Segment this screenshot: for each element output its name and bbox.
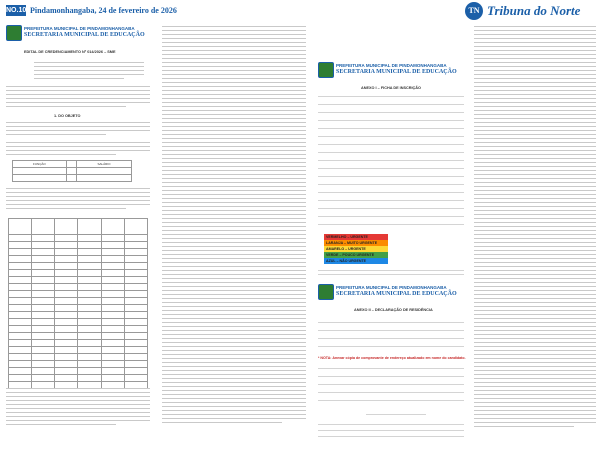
newspaper-name: Tribuna do Norte	[487, 3, 581, 18]
newspaper-logo	[465, 2, 600, 22]
column-2	[160, 22, 308, 448]
newspaper-banner	[0, 0, 600, 20]
schedule-table	[8, 218, 148, 389]
salary-table	[12, 160, 132, 182]
prefeitura-crest-icon-3	[318, 284, 334, 300]
dateline: Pindamonhangaba, 24 de fevereiro de 2026	[30, 6, 177, 15]
prefeitura-heading-2: PREFEITURA MUNICIPAL DE PINDAMONHANGABA	[336, 63, 447, 68]
secretaria-heading-3: SECRETARIA MUNICIPAL DE EDUCAÇÃO	[336, 291, 457, 297]
secretaria-heading: SECRETARIA MUNICIPAL DE EDUCAÇÃO	[24, 32, 145, 38]
column-3	[316, 22, 466, 448]
legend-orange: LARANJA – MUITO URGENTE	[324, 240, 388, 246]
annex-1-title: ANEXO I – FICHA DE INSCRIÇÃO	[361, 86, 421, 90]
table-col-salary: SALÁRIO	[77, 161, 132, 168]
prefeitura-crest-icon-2	[318, 62, 334, 78]
edition-badge: NO.10	[6, 7, 27, 14]
section-objeto-heading: 1. DO OBJETO	[54, 114, 81, 118]
edital-title: EDITAL DE CREDENCIAMENTO Nº 014/2026 – SME	[24, 50, 116, 54]
prefeitura-heading: PREFEITURA MUNICIPAL DE PINDAMONHANGABA	[24, 26, 135, 31]
legend-yellow: AMARELO – URGENTE	[324, 246, 388, 252]
table-col-function: FUNÇÃO	[13, 161, 67, 168]
column-4	[474, 24, 598, 448]
secretaria-heading-2: SECRETARIA MUNICIPAL DE EDUCAÇÃO	[336, 69, 457, 75]
legend-blue: AZUL – NÃO URGENTE	[324, 258, 388, 264]
annex-2-note: * NOTA: Anexar cópia de comprovante de endereço atualizado em nome do candidato.	[318, 356, 466, 360]
annex-2-title: ANEXO II – DECLARAÇÃO DE RESIDÊNCIA	[354, 308, 433, 312]
legend-green: VERDE – POUCO URGENTE	[324, 252, 388, 258]
legend-red: VERMELHO – URGENTE	[324, 234, 388, 240]
prefeitura-heading-3: PREFEITURA MUNICIPAL DE PINDAMONHANGABA	[336, 285, 447, 290]
column-1	[4, 22, 152, 448]
prefeitura-crest-icon	[6, 25, 22, 41]
newspaper-logo-icon: TN	[465, 2, 483, 20]
